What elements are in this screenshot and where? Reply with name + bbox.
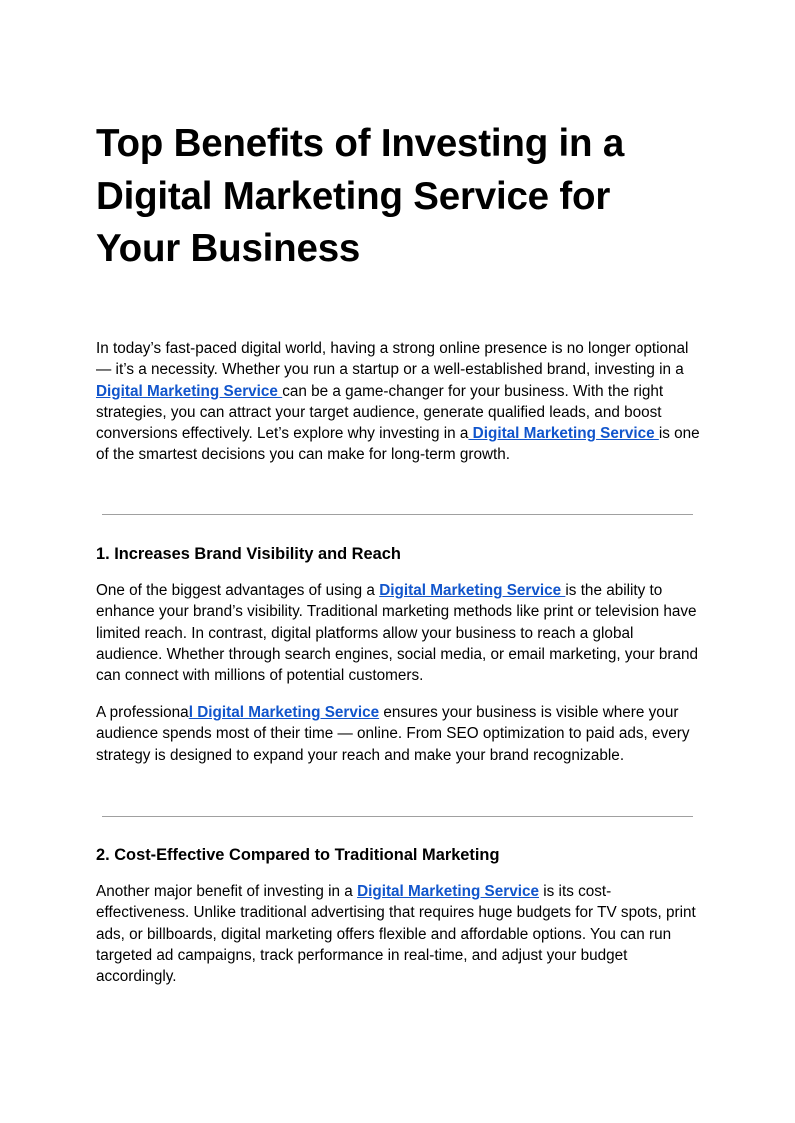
digital-marketing-service-link[interactable]: Digital Marketing Service xyxy=(468,425,659,443)
section2-p1-text-2: is its cost-effectiveness. Unlike traditional advertising that requires huge budgets for TV spots, print ads, or billboards, digital marketing offers flexible and affordable options. You can run targeted ad campaigns, track performance in real-time, and adjust your budget accordingly. xyxy=(96,883,696,986)
intro-text-2: can be a game-changer for your business. With the right strategies, you can attract your target audience, generate qualified leads, and boost conversions effectively. Let’s explore why investing in a xyxy=(96,382,664,443)
digital-marketing-service-link[interactable]: Digital Marketing Service xyxy=(96,382,283,400)
section1-p1-text-2: is the ability to enhance your brand’s visibility. Traditional marketing methods like print or television have limited reach. In contrast, digital platforms allow your business to reach a global audience. Whether through search engines, social media, or email marketing, your brand can connect with millions of potential customers. xyxy=(96,582,699,685)
section-heading-cost-effective: 2. Cost-Effective Compared to Traditional Marketing xyxy=(96,846,500,864)
section-divider xyxy=(102,816,693,817)
section1-paragraph-2 xyxy=(96,702,702,766)
digital-marketing-service-link[interactable]: l Digital Marketing Service xyxy=(188,704,380,721)
intro-text-3: is one of the smartest decisions you can make for long-term growth. xyxy=(96,425,700,464)
digital-marketing-service-link[interactable]: Digital Marketing Service xyxy=(379,582,566,599)
section2-paragraph-1 xyxy=(96,881,702,987)
section1-p1-text-1: One of the biggest advantages of using a xyxy=(96,582,380,599)
section-divider xyxy=(102,514,693,515)
section1-p2-text-1: A professiona xyxy=(96,704,189,721)
page-title: Top Benefits of Investing in a Digital Marketing Service for Your Business xyxy=(96,122,625,270)
section2-p1-text-1: Another major benefit of investing in a xyxy=(96,883,358,900)
intro-text-1: In today’s fast-paced digital world, having a strong online presence is no longer optional — it’s a necessity. Whether you run a startup or a well-established brand, investing in a xyxy=(96,340,689,379)
section1-p2-text-2: ensures your business is visible where your audience spends most of their time — online. From SEO optimization to paid ads, every strategy is designed to expand your reach and make your brand recognizable. xyxy=(96,704,690,764)
intro-paragraph xyxy=(96,338,702,466)
digital-marketing-service-link[interactable]: Digital Marketing Service xyxy=(357,883,539,900)
section1-paragraph-1 xyxy=(96,580,702,686)
section-heading-brand-visibility: 1. Increases Brand Visibility and Reach xyxy=(96,545,401,563)
